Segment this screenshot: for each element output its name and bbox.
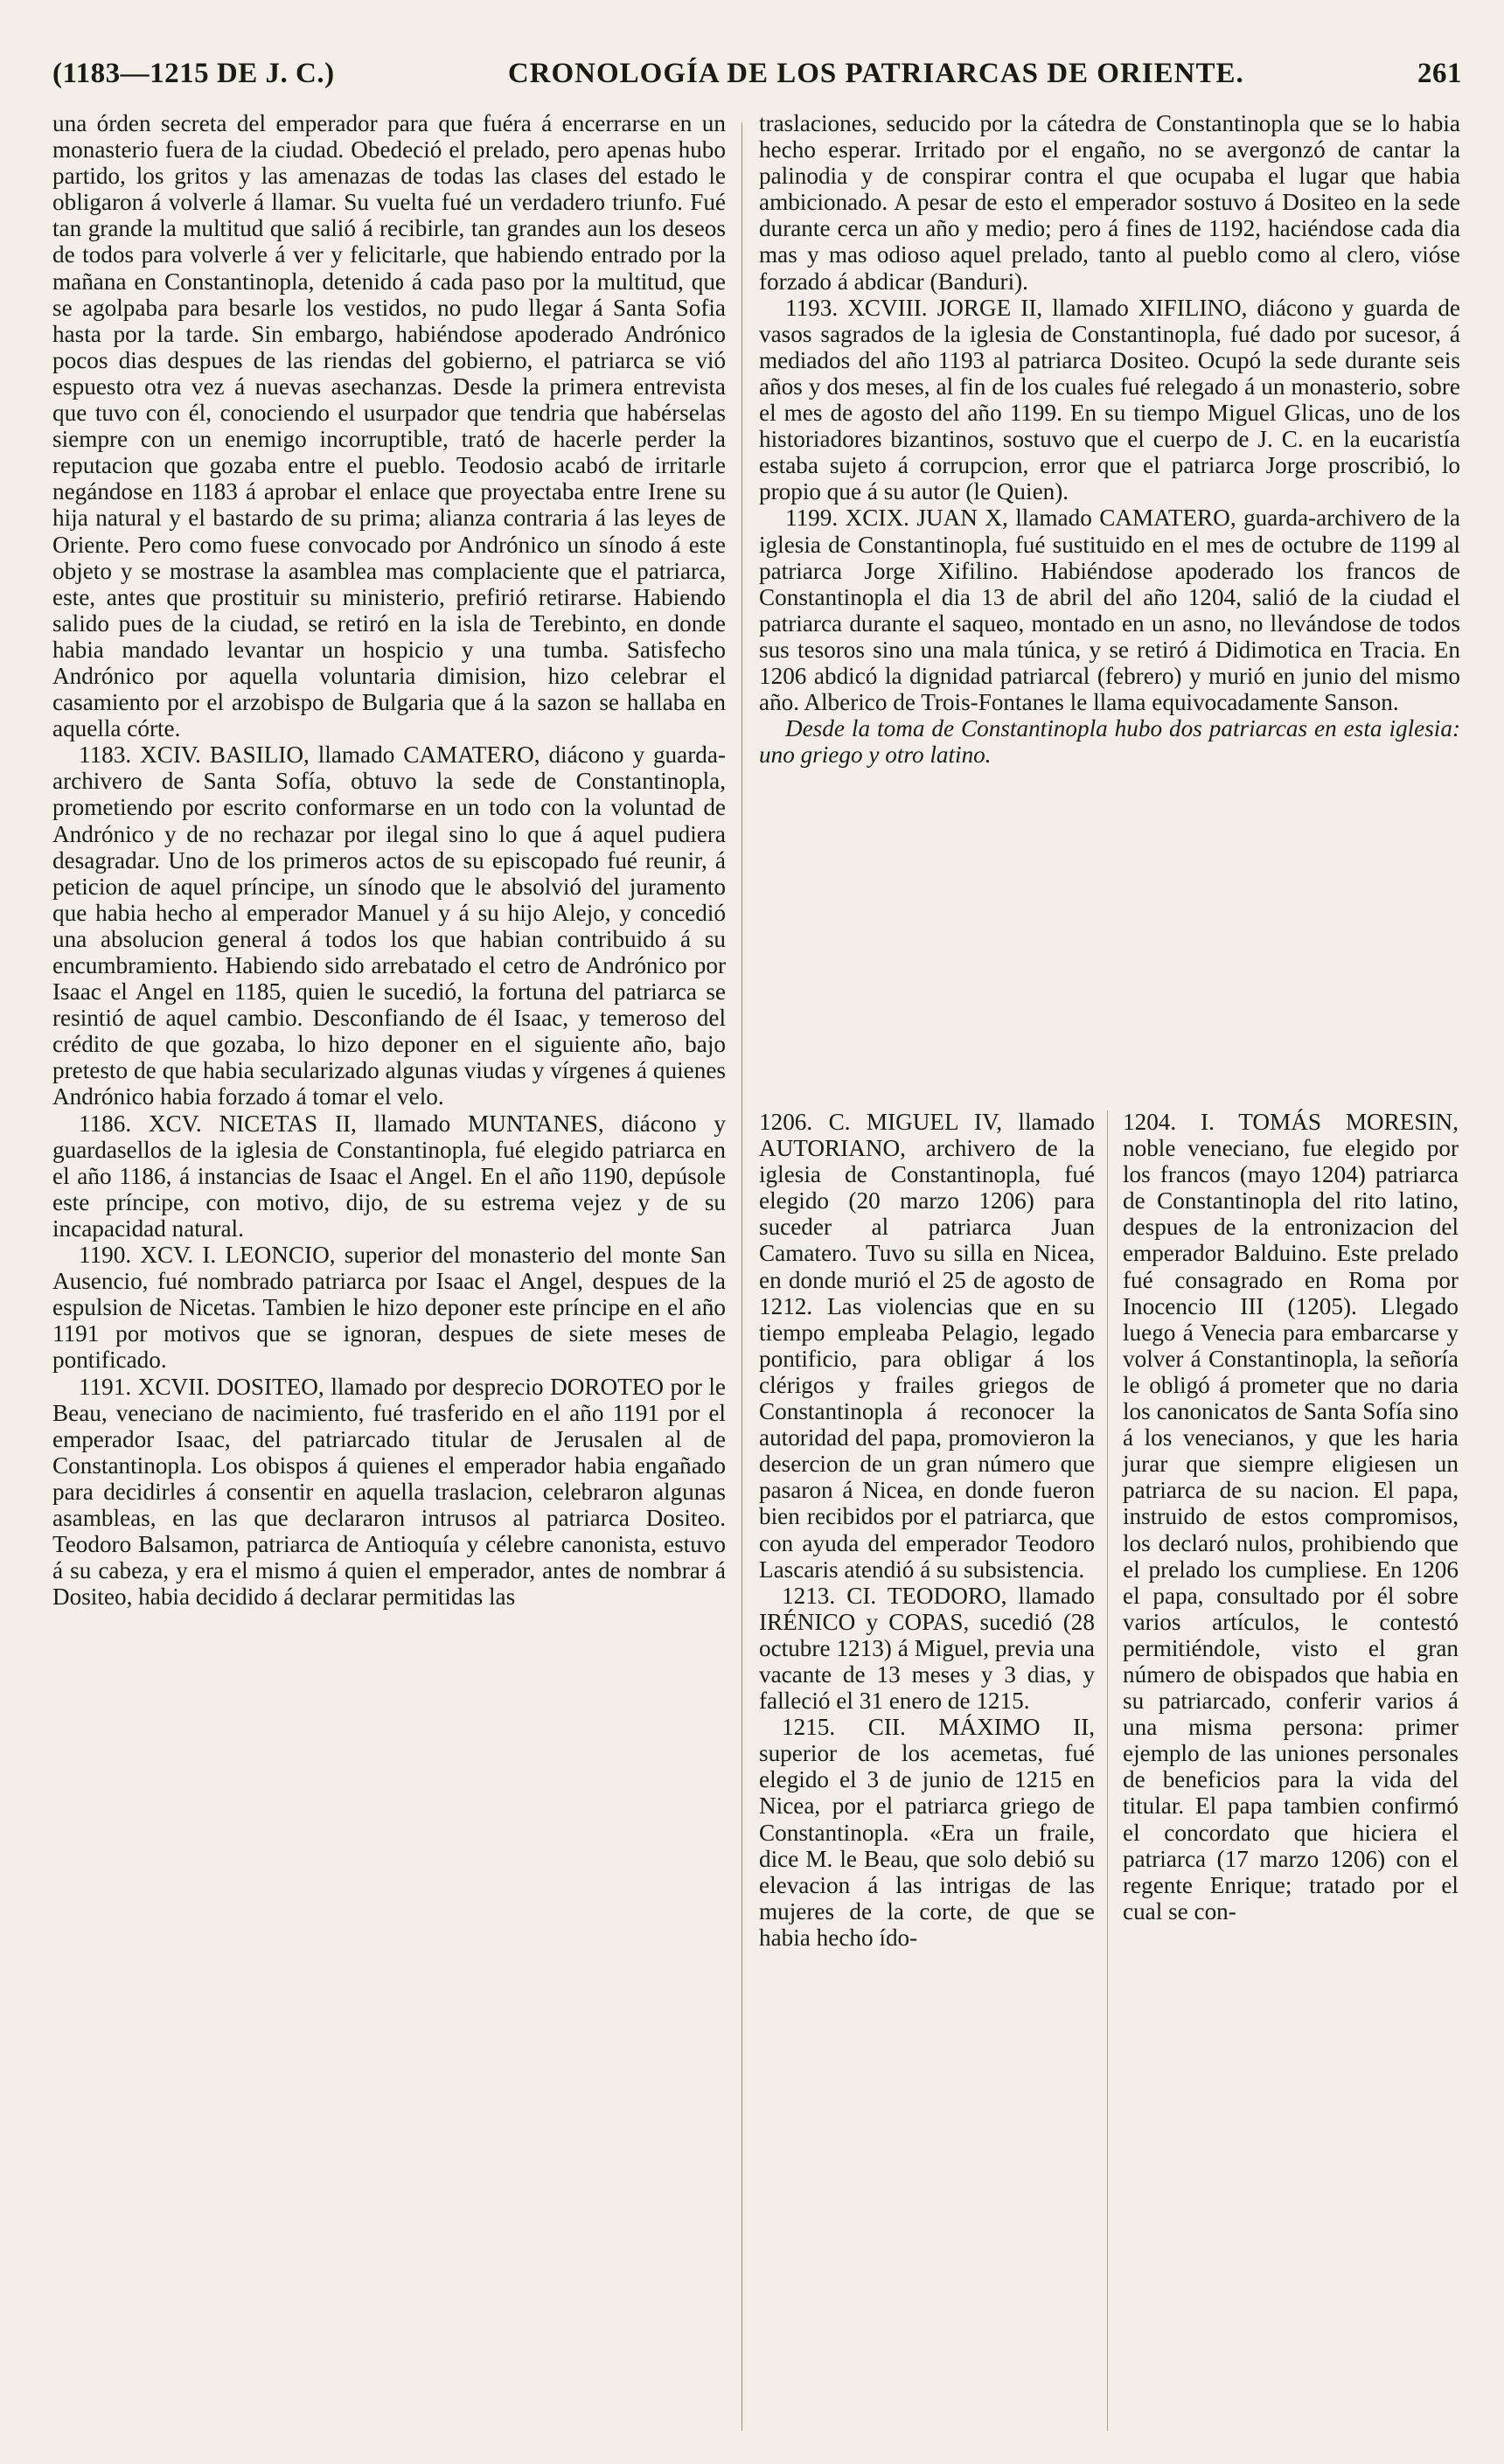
paragraph: 1193. XCVIII. JORGE II, llamado XIFILINO, diácono y guarda de vasos sagrados de la iglesia de Constantinopla, fué dado por sucesor, á mediados del año 1193 al patriarca Dositeo. Ocupó la sede durante seis años y dos meses, al fin de los cuales fué relegado á un monasterio, sobre el mes de agosto del año 1199. En su tiempo Miguel Glicas, uno de los historiadores bizantinos, sostuvo que el cuerpo de J. C. en la eucaristía estaba sujeto á corrupcion, error que el patriarca Jorge proscribió, lo propio que á su autor (le Quien). (759, 294, 1460, 505)
paragraph: 1183. XCIV. BASILIO, llamado CAMATERO, diácono y guarda-archivero de Santa Sofía, obtuvo la sede de Constantinopla, prometiendo por escrito conformarse en un todo con la voluntad de Andrónico y de no rechazar por ilegal sino lo que á aquel pudiera desagradar. Uno de los primeros actos de su episcopado fué reunir, á peticion de aquel príncipe, un sínodo que le absolvió del juramento que habia hecho al emperador Manuel y á su hijo Alejo, y concedió una absolucion general á todos los que habian contribuido á su encumbramiento. Habiendo sido arrebatado el cetro de Andrónico por Isaac el Angel en 1185, quien le sucedió, la fortuna del patriarca se resintió de aquel cambio. Desconfiando de él Isaac, y temeroso del crédito de que gozaba, lo hizo deponer en el siguiente año, bajo pretesto de que habia secularizado algunas viudas y vírgenes á quienes Andrónico habia forzado á tomar el velo. (52, 741, 726, 1110)
paragraph: 1213. CI. TEODORO, llamado IRÉNICO y COPAS, sucedió (28 octubre 1213) á Miguel, previa una vacante de 13 meses y 3 dias, y falleció el 31 enero de 1215. (759, 1582, 1095, 1715)
greek-patriarchs-column (759, 1109, 1095, 1951)
paragraph: 1186. XCV. NICETAS II, llamado MUNTANES, diácono y guardasellos de la iglesia de Constantinopla, fué elegido patriarca en el año 1186, á instancias de Isaac el Angel. En el año 1190, depúsole este príncipe, con motivo, dijo, de su estrema vejez y de su incapacidad natural. (52, 1110, 726, 1242)
left-column (52, 110, 726, 1610)
paragraph: 1206. C. MIGUEL IV, llamado AUTORIANO, archivero de la iglesia de Constantinopla, fué elegido (20 marzo 1206) para suceder al patriarca Juan Camatero. Tuvo su silla en Nicea, en donde murió el 25 de agosto de 1212. Las violencias que en su tiempo empleaba Pelagio, legado pontificio, para obligar á los clérigos y frailes griegos de Constantinopla á reconocer la autoridad del papa, promovieron la desercion de un gran número que pasaron á Nicea, en donde fueron bien recibidos por el patriarca, que con ayuda del emperador Teodoro Lascaris atendió á su subsistencia. (759, 1109, 1095, 1583)
header-title: CRONOLOGÍA DE LOS PATRIARCAS DE ORIENTE. (507, 58, 1244, 89)
paragraph: 1204. I. TOMÁS MORESIN, noble veneciano, fue elegido por los francos (mayo 1204) patriarca de Constantinopla del rito latino, despues de la entronizacion del emperador Balduino. Este prelado fué consagrado en Roma por Inocencio III (1205). Llegado luego á Venecia para embarcarse y volver á Constantinopla, la señoría le obligó á prometer que no daria los canonicatos de Santa Sofía sino á los venecianos, y que les haria jurar que siempre eligiesen un patriarca de su nacion. El papa, instruido de estos compromisos, los declaró nulos, prohibiendo que el prelado los cumpliese. En 1206 el papa, consultado por él sobre varios artículos, le contestó permitiéndole, visto el gran número de obispados que habia en su patriarcado, conferir varios á una misma persona: primer ejemplo de las uniones personales de beneficios para la vida del titular. El papa tambien confirmó el concordato que hiciera el patriarca (17 marzo 1206) con el regente Enrique; tratado por el cual se con- (1123, 1109, 1459, 1925)
page-number: 261 (1417, 58, 1462, 89)
paragraph: 1190. XCV. I. LEONCIO, superior del monasterio del monte San Ausencio, fué nombrado patriarca por Isaac el Angel, despues de la espulsion de Nicetas. Tambien le hizo deponer este príncipe en el año 1191 por motivos que se ignoran, despues de siete meses de pontificado. (52, 1242, 726, 1374)
latin-patriarchs-column (1123, 1109, 1459, 1925)
paragraph: 1215. CII. MÁXIMO II, superior de los acemetas, fué elegido el 3 de junio de 1215 en Nicea, por el patriarca griego de Constantinopla. «Era un fraile, dice M. le Beau, que solo debió su elevacion á las intrigas de las mujeres de la corte, de que se habia hecho ído- (759, 1714, 1095, 1951)
paragraph: traslaciones, seducido por la cátedra de Constantinopla que se lo habia hecho esperar. Irritado por el engaño, no se avergonzó de cantar la palinodia y de conspirar contra el que ocupaba el lugar que habia ambicionado. A pesar de esto el emperador sostuvo á Dositeo en la sede durante cerca un año y medio; pero á fines de 1192, haciéndose cada dia mas y mas odioso aquel prelado, tanto al pueblo como al clero, vióse forzado á abdicar (Banduri). (759, 110, 1460, 295)
italic-note-text: Desde la toma de Constantinopla hubo dos patriarcas en esta iglesia: uno griego y otro latino. (759, 715, 1460, 769)
paragraph: 1191. XCVII. DOSITEO, llamado por desprecio DOROTEO por le Beau, veneciano de nacimiento, fué trasferido en el año 1191 por el emperador Isaac, del patriarcado titular de Jerusalen al de Constantinopla. Los obispos á quienes el emperador habia engañado para decidirles á consentir en aquella traslacion, celebraron algunas asambleas, en las que declararon intrusos al patriarca Dositeo. Teodoro Balsamon, patriarca de Antioquía y célebre canonista, estuvo á su cabeza, y era el mismo á quien el emperador, antes de nombrar á Dositeo, habia decidido á declarar permitidas las (52, 1373, 726, 1611)
right-column (759, 110, 1460, 768)
running-header (52, 58, 1462, 103)
header-date-range: (1183—1215 DE J. C.) (52, 58, 335, 89)
subcolumn-divider (1107, 1110, 1108, 2431)
italic-note (759, 715, 1460, 768)
paragraph: 1199. XCIX. JUAN X, llamado CAMATERO, guarda-archivero de la iglesia de Constantinopla, fué sustituido en el mes de octubre de 1199 al patriarca Jorge Xifilino. Habiéndose apoderado los francos de Constantinopla el dia 13 de abril del año 1204, salió de la ciudad el patriarca durante el saqueo, montado en un asno, no llevándose de todos sus tesoros sino una mala túnica, y se retiró á Didimotica en Tracia. En 1206 abdicó la dignidad patriarcal (febrero) y murió en junio del mismo año. Alberico de Trois-Fontanes le llama equivocadamente Sanson. (759, 505, 1460, 716)
paragraph: una órden secreta del emperador para que fuéra á encerrarse en un monasterio fuera de la ciudad. Obedeció el prelado, pero apenas hubo partido, los gritos y las amenazas de todas las clases del estado le obligaron á volverle á llamar. Su vuelta fué un verdadero triunfo. Fué tan grande la multitud que salió á recibirle, tan grandes aun los deseos de todos para volverle á ver y felicitarle, que habiendo entrado por la mañana en Constantinopla, detenido á cada paso por la multitud, que se agolpaba para besarle los vestidos, no pudo llegar á Santa Sofia hasta por la tarde. Sin embargo, habiéndose apoderado Andrónico pocos dias despues de las riendas del gobierno, el patriarca se vió espuesto otra vez á nuevas asechanzas. Desde la primera entrevista que tuvo con él, conociendo el usurpador que tendria que habérselas siempre con un enemigo incorruptible, trató de hacerle perder la reputacion que gozaba entre el pueblo. Teodosio acabó de irritarle negándose en 1183 á aprobar el enlace que proyectaba entre Irene su hija natural y el bastardo de su prima; alianza contraria á las leyes de Oriente. Pero como fuese convocado por Andrónico un sínodo á este objeto y se mostrase la asamblea mas complaciente que el patriarca, este, antes que prostituir su ministerio, prefirió retirarse. Habiendo salido pues de la ciudad, se retiró en la isla de Terebinto, en donde habia mandado levantar un hospicio y una tumba. Satisfecho Andrónico por aquella voluntaria dimision, hizo celebrar el casamiento por el arzobispo de Bulgaria que á la sazon se hallaba en aquella córte. (52, 110, 726, 742)
